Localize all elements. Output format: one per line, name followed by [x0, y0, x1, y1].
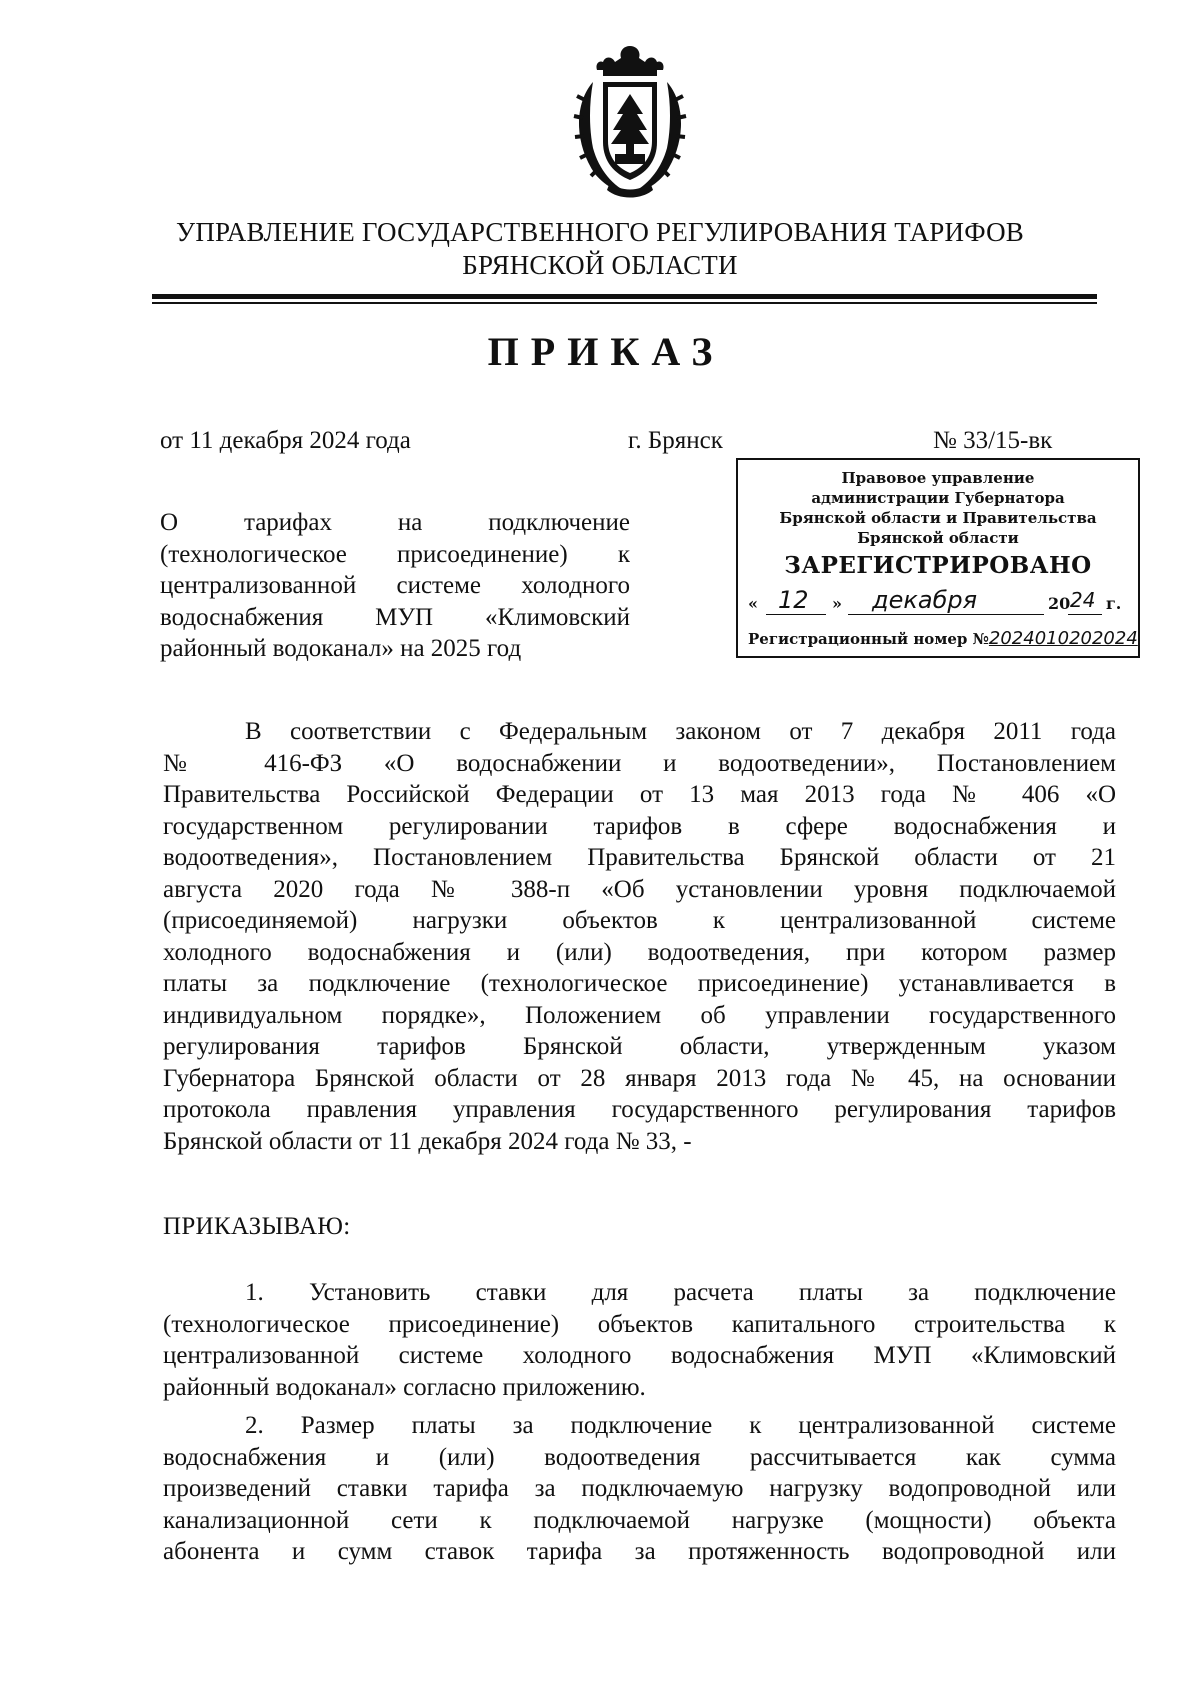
order-directive-word: ПРИКАЗЫВАЮ: [163, 1213, 351, 1240]
paragraph-line: холодного водоснабжения и (или) водоотведения, при котором размер [163, 938, 1116, 966]
subject-line: (технологическое присоединение) к [160, 540, 630, 568]
paragraph-line: Брянской области от 11 декабря 2024 года № 33, - [163, 1127, 692, 1155]
order-subject [160, 507, 630, 665]
stamp-year-prefix: 20 [1048, 594, 1071, 613]
stamp-day-underline [766, 614, 826, 615]
paragraph-line: 1. Установить ставки для расчета платы за подключение [245, 1279, 1116, 1306]
registration-stamp [736, 458, 1140, 658]
stamp-line: Брянской области [857, 529, 1019, 547]
paragraph-line: В соответствии с Федеральным законом от 7 декабря 2011 года [245, 718, 1116, 745]
subject-line: централизованной системе холодного [160, 572, 630, 599]
stamp-reg-label: Регистрационный номер № [748, 630, 989, 648]
paragraph-line: (присоединяемой) нагрузки объектов к централизованной системе [163, 907, 1116, 934]
order-item-1 [163, 1277, 1116, 1403]
agency-name-line2: БРЯНСКОЙ ОБЛАСТИ [462, 250, 738, 280]
preamble-paragraph [163, 716, 1116, 1157]
order-city: г. Брянск [628, 427, 723, 454]
subject-line: О тарифах на подключение [160, 509, 630, 536]
paragraph-line: платы за подключение (технологическое присоединение) устанавливается в [163, 970, 1116, 997]
paragraph-line: абонента и сумм ставок тарифа за протяженность водопроводной или [163, 1538, 1116, 1565]
stamp-line: Правовое управление [841, 469, 1035, 487]
stamp-date [748, 586, 1133, 620]
order-number: № 33/15-вк [933, 427, 1053, 454]
document-type-title: ПРИКАЗ [487, 329, 725, 374]
paragraph-line: произведений ставки тарифа за подключаемую нагрузку водопроводной или [163, 1475, 1116, 1502]
paragraph-line: регулирования тарифов Брянской области, утвержденным указом [163, 1033, 1116, 1060]
header-divider-thick [152, 294, 1097, 299]
header-divider-thin [152, 302, 1097, 304]
paragraph-line: водоснабжения и (или) водоотведения рассчитывается как сумма [163, 1443, 1116, 1471]
stamp-year-handwritten: 24 [1070, 588, 1096, 612]
agency-name-line1: УПРАВЛЕНИЕ ГОСУДАРСТВЕННОГО РЕГУЛИРОВАНИЯ ТАРИФОВ [176, 217, 1024, 247]
paragraph-line: августа 2020 года № 388-п «Об установлении уровня подключаемой [163, 875, 1116, 903]
paragraph-line: Правительства Российской Федерации от 13 мая 2013 года № 406 «О [163, 781, 1116, 808]
paragraph-line: Губернатора Брянской области от 28 января 2013 года № 45, на основании [163, 1064, 1116, 1092]
stamp-day-handwritten: 12 [778, 586, 809, 614]
bryansk-coat-of-arms-icon [555, 42, 705, 202]
paragraph-line: районный водоканал» согласно приложению. [163, 1373, 646, 1401]
subject-line: водоснабжения МУП «Климовский [160, 603, 630, 631]
stamp-month-underline [848, 614, 1044, 615]
stamp-line: администрации Губернатора [811, 489, 1065, 507]
paragraph-line: 2. Размер платы за подключение к централизованной системе [245, 1412, 1116, 1439]
paragraph-line: канализационной сети к подключаемой нагрузке (мощности) объекта [163, 1506, 1116, 1534]
stamp-reg-number-handwritten: 2024010202024 [988, 628, 1138, 649]
order-item-2 [163, 1410, 1116, 1568]
subject-line: районный водоканал» на 2025 год [160, 635, 522, 662]
stamp-status: ЗАРЕГИСТРИРОВАНО [784, 552, 1092, 579]
stamp-quote-open: « [748, 594, 758, 613]
stamp-year-underline [1068, 614, 1102, 615]
paragraph-line: индивидуальном порядке», Положением об управлении государственного [163, 1001, 1116, 1029]
paragraph-line: протокола правления управления государственного регулирования тарифов [163, 1096, 1116, 1123]
stamp-quote-close: » [832, 594, 842, 613]
order-date: от 11 декабря 2024 года [160, 427, 411, 454]
paragraph-line: централизованной системе холодного водоснабжения МУП «Климовский [163, 1342, 1116, 1369]
paragraph-line: (технологическое присоединение) объектов капитального строительства к [163, 1310, 1116, 1338]
stamp-line: Брянской области и Правительства [779, 509, 1097, 527]
stamp-year-unit: г. [1106, 594, 1122, 613]
paragraph-line: водоотведения», Постановлением Правительства Брянской области от 21 [163, 844, 1116, 871]
stamp-month-handwritten: декабря [872, 586, 978, 614]
stamp-registration-number [748, 628, 1138, 649]
paragraph-line: государственном регулировании тарифов в сфере водоснабжения и [163, 812, 1116, 840]
paragraph-line: № 416-ФЗ «О водоснабжении и водоотведении», Постановлением [163, 749, 1116, 777]
